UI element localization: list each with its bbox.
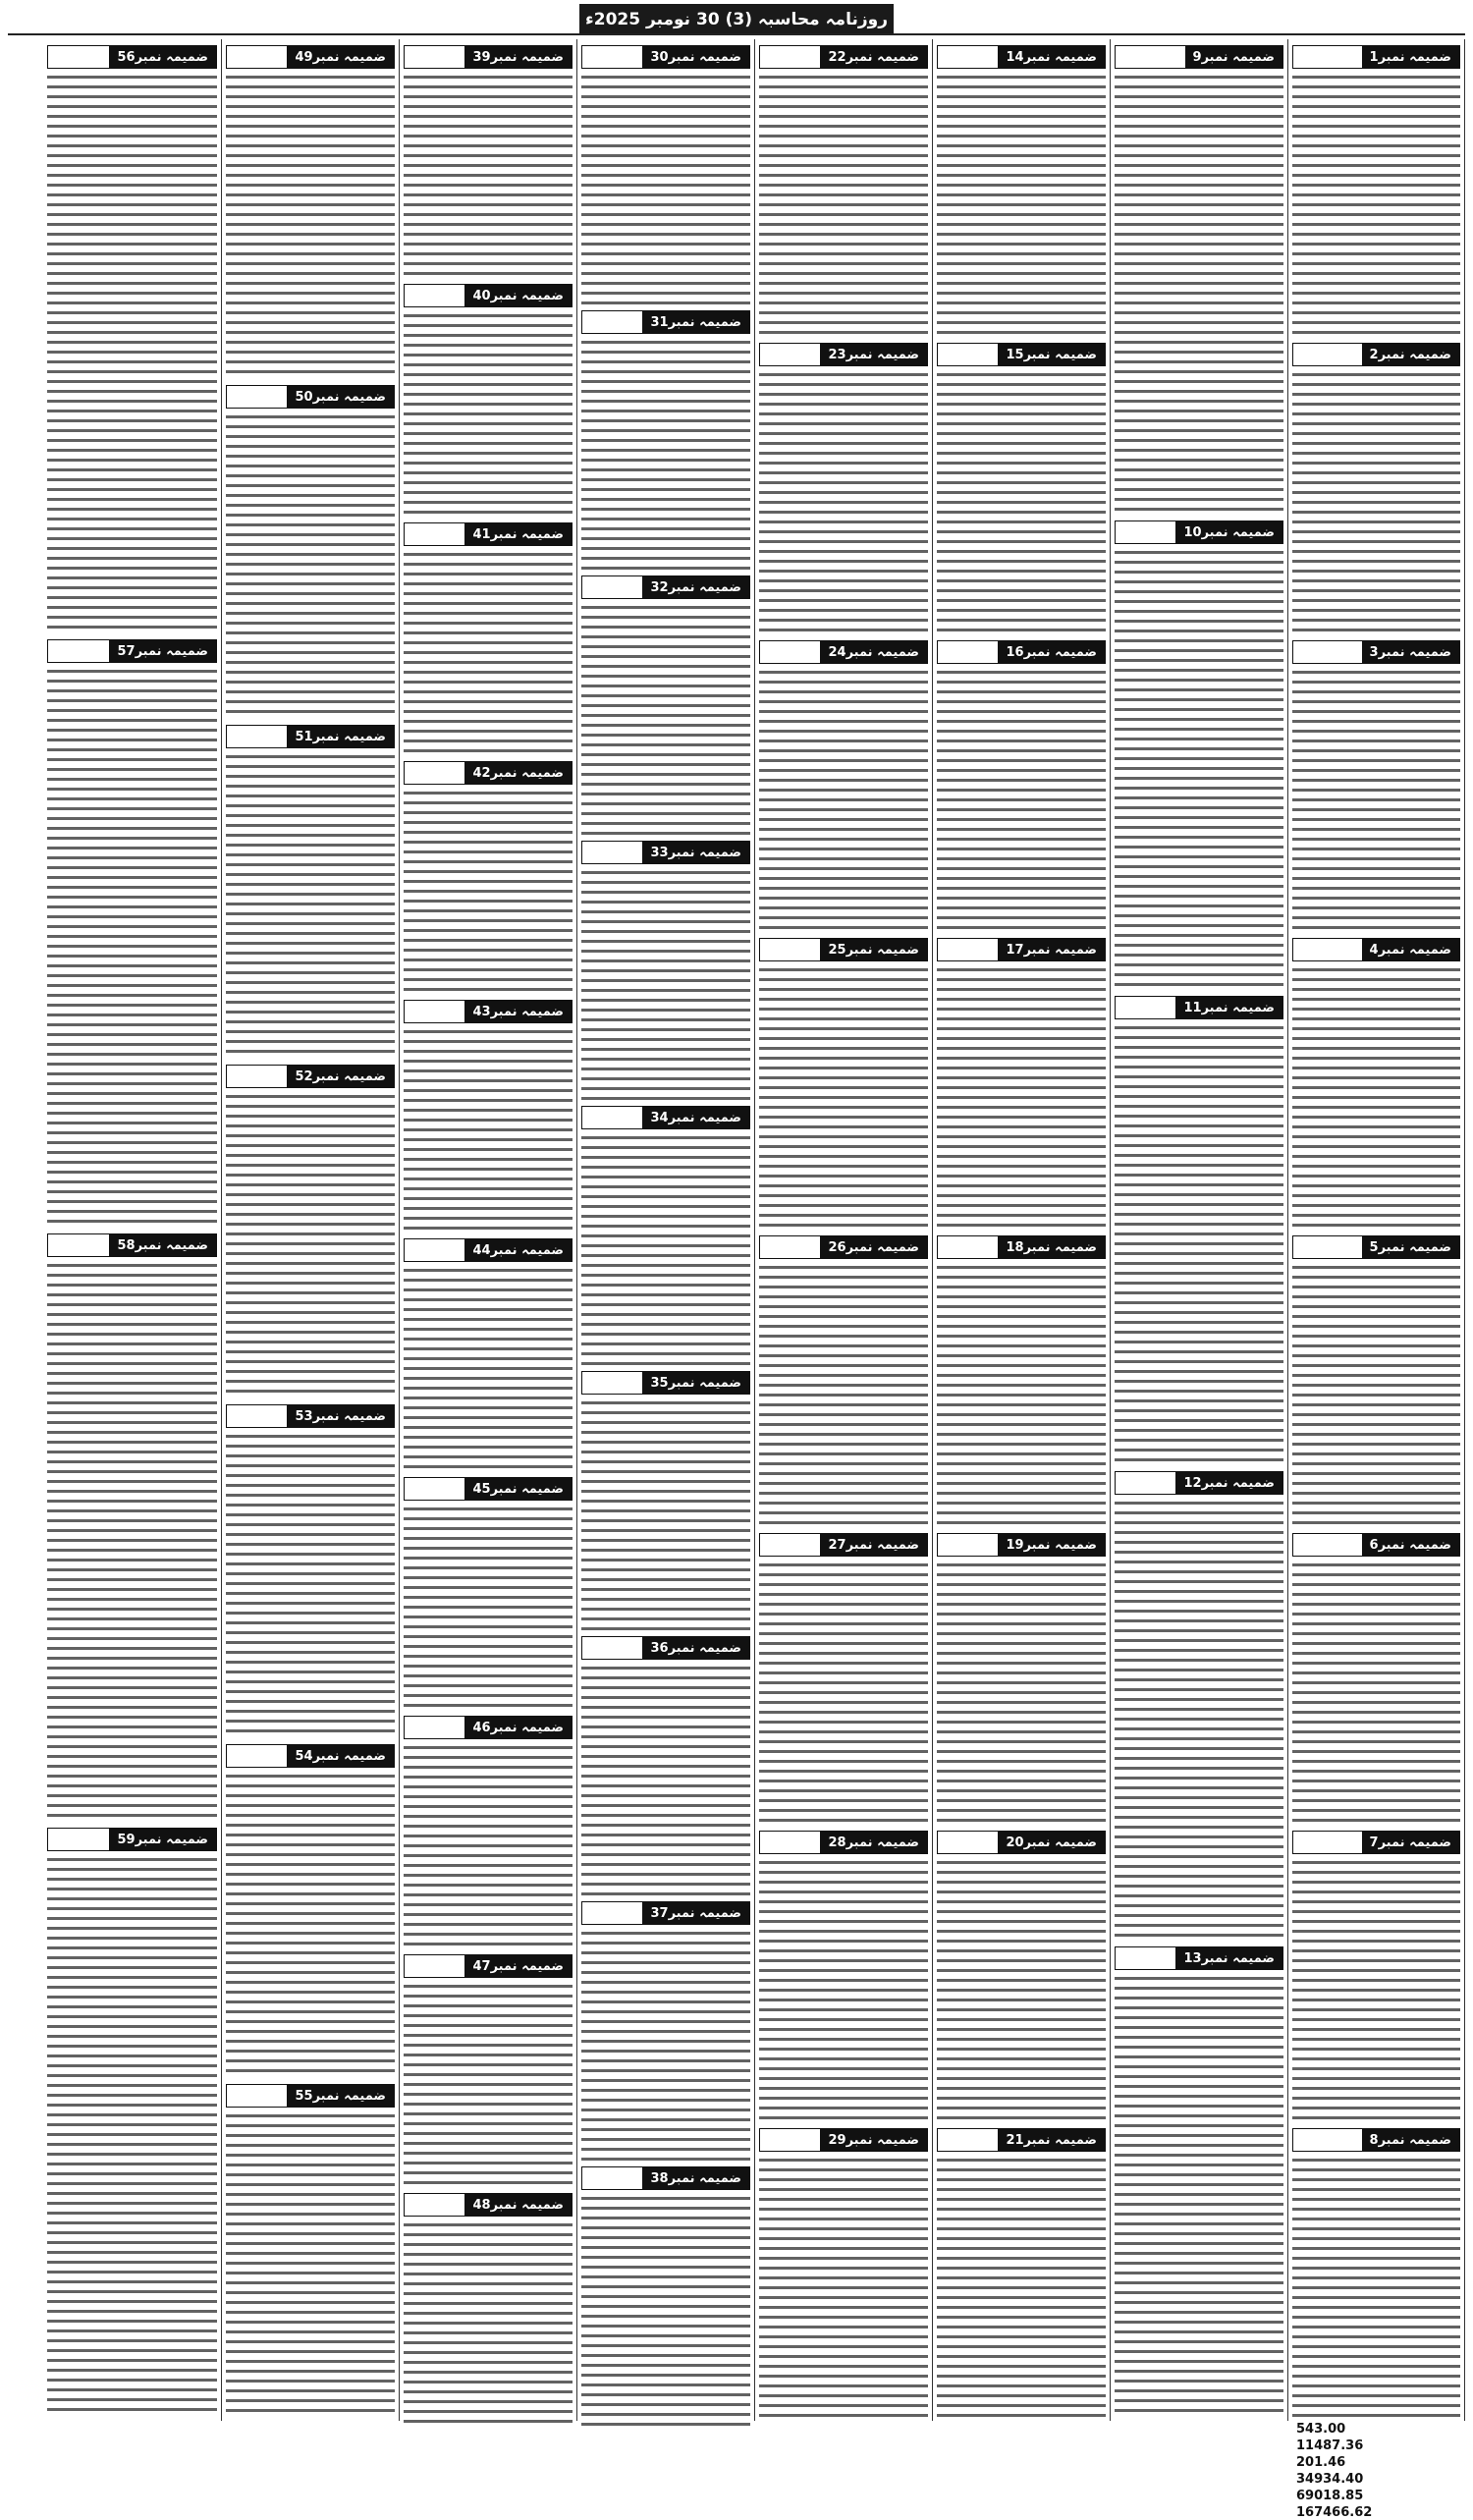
notice-number: ضمیمہ نمبر24 bbox=[820, 641, 927, 663]
heading-fill bbox=[938, 1832, 998, 1853]
notice-heading bbox=[1115, 45, 1283, 69]
notice-body-text bbox=[759, 1561, 928, 1825]
notice-heading bbox=[226, 385, 395, 409]
notice-body-text bbox=[1292, 370, 1460, 634]
notice-number: ضمیمہ نمبر49 bbox=[287, 46, 394, 68]
notice-number: ضمیمہ نمبر40 bbox=[464, 285, 572, 306]
notice-number: ضمیمہ نمبر1 bbox=[1362, 46, 1459, 68]
notice-heading bbox=[759, 1831, 928, 1854]
column-7 bbox=[221, 39, 399, 2421]
notice-number: ضمیمہ نمبر3 bbox=[1362, 641, 1459, 663]
notice-body-text bbox=[226, 1772, 395, 2078]
notice-heading bbox=[581, 1901, 750, 1925]
notice-body-text bbox=[759, 2156, 928, 2420]
notice-number: ضمیمہ نمبر14 bbox=[998, 46, 1105, 68]
heading-fill bbox=[582, 311, 642, 333]
notice-body-text bbox=[1292, 1561, 1460, 1825]
heading-fill bbox=[405, 1001, 464, 1022]
heading-fill bbox=[48, 1234, 109, 1256]
notice-heading bbox=[581, 1106, 750, 1129]
notice-body-text bbox=[404, 1266, 573, 1471]
notice-body-text bbox=[1115, 548, 1283, 990]
notice-heading bbox=[404, 284, 573, 307]
heading-fill bbox=[760, 641, 820, 663]
figure-value: 543.00 bbox=[1296, 2422, 1346, 2437]
notice-heading bbox=[937, 45, 1106, 69]
heading-fill bbox=[1293, 344, 1362, 365]
notice-number: ضمیمہ نمبر59 bbox=[109, 1829, 216, 1850]
heading-fill bbox=[227, 1066, 287, 1087]
masthead-title: روزنامہ محاسبہ (3) 30 نومبر 2025ء bbox=[579, 4, 894, 33]
notice-number: ضمیمہ نمبر25 bbox=[820, 939, 927, 960]
heading-fill bbox=[582, 842, 642, 863]
notice-body-text bbox=[759, 965, 928, 1230]
notice-number: ضمیمہ نمبر17 bbox=[998, 939, 1105, 960]
notice-body-text bbox=[937, 1561, 1106, 1825]
heading-fill bbox=[582, 1107, 642, 1128]
notice-number: ضمیمہ نمبر42 bbox=[464, 762, 572, 784]
notice-body-text bbox=[581, 1929, 750, 2161]
notice-heading bbox=[937, 640, 1106, 664]
notice-body-text bbox=[759, 668, 928, 932]
heading-fill bbox=[405, 46, 464, 68]
notice-body-text bbox=[226, 73, 395, 379]
notice-heading bbox=[1292, 1235, 1460, 1259]
notice-number: ضمیمہ نمبر8 bbox=[1362, 2129, 1459, 2151]
notice-body-text bbox=[581, 868, 750, 1100]
notice-number: ضمیمہ نمبر35 bbox=[642, 1372, 749, 1394]
notice-heading bbox=[937, 1235, 1106, 1259]
heading-fill bbox=[405, 1239, 464, 1261]
notice-heading bbox=[1115, 996, 1283, 1019]
notice-number: ضمیمہ نمبر23 bbox=[820, 344, 927, 365]
notice-number: ضمیمہ نمبر21 bbox=[998, 2129, 1105, 2151]
notice-number: ضمیمہ نمبر12 bbox=[1175, 1472, 1282, 1494]
heading-fill bbox=[405, 2194, 464, 2216]
notice-body-text bbox=[759, 1263, 928, 1527]
notice-number: ضمیمہ نمبر15 bbox=[998, 344, 1105, 365]
heading-fill bbox=[938, 1236, 998, 1258]
notice-body-text bbox=[404, 789, 573, 994]
heading-fill bbox=[405, 285, 464, 306]
column-5 bbox=[576, 39, 754, 2421]
heading-fill bbox=[48, 640, 109, 662]
column-4 bbox=[754, 39, 932, 2421]
notice-heading bbox=[1292, 938, 1460, 961]
notice-body-text bbox=[581, 1133, 750, 1365]
notice-body-text bbox=[581, 603, 750, 835]
heading-fill bbox=[227, 46, 287, 68]
heading-fill bbox=[938, 46, 998, 68]
notice-number: ضمیمہ نمبر41 bbox=[464, 523, 572, 545]
notice-heading bbox=[226, 1404, 395, 1428]
notice-heading bbox=[226, 45, 395, 69]
notice-number: ضمیمہ نمبر29 bbox=[820, 2129, 927, 2151]
heading-fill bbox=[1116, 1472, 1175, 1494]
notice-body-text bbox=[759, 73, 928, 337]
notice-body-text bbox=[937, 965, 1106, 1230]
notice-heading bbox=[759, 938, 928, 961]
notice-body-text bbox=[581, 1664, 750, 1895]
notice-number: ضمیمہ نمبر57 bbox=[109, 640, 216, 662]
notice-heading bbox=[581, 841, 750, 864]
heading-fill bbox=[582, 46, 642, 68]
heading-fill bbox=[1116, 1947, 1175, 1969]
notice-number: ضمیمہ نمبر58 bbox=[109, 1234, 216, 1256]
notice-body-text bbox=[937, 668, 1106, 932]
notice-number: ضمیمہ نمبر10 bbox=[1175, 521, 1282, 543]
column-1 bbox=[1287, 39, 1465, 2520]
notice-heading bbox=[759, 2128, 928, 2152]
notice-body-text bbox=[937, 2156, 1106, 2420]
notice-heading bbox=[581, 310, 750, 334]
notice-number: ضمیمہ نمبر56 bbox=[109, 46, 216, 68]
figure-value: 167466.62 bbox=[1296, 2505, 1373, 2520]
notice-heading bbox=[1115, 520, 1283, 544]
notice-body-text bbox=[937, 1263, 1106, 1527]
notice-heading bbox=[47, 45, 217, 69]
notice-body-text bbox=[1115, 1499, 1283, 1941]
notice-body-text bbox=[937, 1858, 1106, 2122]
heading-fill bbox=[48, 46, 109, 68]
notice-body-text bbox=[759, 1858, 928, 2122]
heading-fill bbox=[227, 726, 287, 747]
column-6 bbox=[399, 39, 576, 2421]
heading-fill bbox=[938, 939, 998, 960]
notice-heading bbox=[404, 1954, 573, 1978]
notice-heading bbox=[1292, 1533, 1460, 1557]
notice-number: ضمیمہ نمبر9 bbox=[1185, 46, 1282, 68]
notice-number: ضمیمہ نمبر2 bbox=[1362, 344, 1459, 365]
notice-body-text bbox=[47, 1261, 217, 1822]
notice-body-text bbox=[226, 412, 395, 719]
notice-number: ضمیمہ نمبر28 bbox=[820, 1832, 927, 1853]
heading-fill bbox=[405, 1478, 464, 1500]
heading-fill bbox=[1293, 641, 1362, 663]
notice-number: ضمیمہ نمبر18 bbox=[998, 1236, 1105, 1258]
notice-body-text bbox=[937, 370, 1106, 634]
notice-heading bbox=[581, 45, 750, 69]
notice-body-text bbox=[404, 1027, 573, 1233]
heading-fill bbox=[938, 1534, 998, 1556]
notice-body-text bbox=[404, 1743, 573, 1948]
heading-fill bbox=[760, 1832, 820, 1853]
notice-number: ضمیمہ نمبر11 bbox=[1175, 997, 1282, 1018]
notice-heading bbox=[759, 1533, 928, 1557]
notice-body-text bbox=[404, 311, 573, 517]
heading-fill bbox=[582, 1902, 642, 1924]
notice-body-text bbox=[404, 1505, 573, 1710]
notice-heading bbox=[581, 575, 750, 599]
notice-body-text bbox=[1292, 1858, 1460, 2122]
heading-fill bbox=[405, 762, 464, 784]
notice-heading bbox=[937, 1831, 1106, 1854]
heading-fill bbox=[1293, 2129, 1362, 2151]
notice-body-text bbox=[47, 73, 217, 633]
notice-heading bbox=[47, 1828, 217, 1851]
notice-body-text bbox=[1292, 965, 1460, 1230]
notice-number: ضمیمہ نمبر54 bbox=[287, 1745, 394, 1767]
notice-heading bbox=[47, 639, 217, 663]
heading-fill bbox=[760, 1534, 820, 1556]
heading-fill bbox=[1293, 1236, 1362, 1258]
heading-fill bbox=[1293, 1832, 1362, 1853]
notice-number: ضمیمہ نمبر36 bbox=[642, 1637, 749, 1659]
notice-body-text bbox=[404, 2220, 573, 2426]
notice-number: ضمیمہ نمبر44 bbox=[464, 1239, 572, 1261]
heading-fill bbox=[938, 641, 998, 663]
heading-fill bbox=[48, 1829, 109, 1850]
notice-number: ضمیمہ نمبر22 bbox=[820, 46, 927, 68]
heading-fill bbox=[582, 1637, 642, 1659]
notice-body-text bbox=[226, 1432, 395, 1738]
notice-heading bbox=[759, 45, 928, 69]
notice-number: ضمیمہ نمبر5 bbox=[1362, 1236, 1459, 1258]
notice-number: ضمیمہ نمبر19 bbox=[998, 1534, 1105, 1556]
figure-value: 34934.40 bbox=[1296, 2472, 1364, 2487]
notice-body-text bbox=[937, 73, 1106, 337]
notice-heading bbox=[226, 725, 395, 748]
heading-fill bbox=[760, 344, 820, 365]
notice-heading bbox=[1292, 45, 1460, 69]
heading-fill bbox=[405, 523, 464, 545]
notice-body-text bbox=[759, 370, 928, 634]
notice-number: ضمیمہ نمبر26 bbox=[820, 1236, 927, 1258]
notice-heading bbox=[404, 1000, 573, 1023]
heading-fill bbox=[227, 1405, 287, 1427]
notice-number: ضمیمہ نمبر43 bbox=[464, 1001, 572, 1022]
notice-body-text bbox=[226, 752, 395, 1059]
notice-body-text bbox=[47, 1855, 217, 2416]
figure-value: 69018.85 bbox=[1296, 2489, 1364, 2503]
notice-body-text bbox=[581, 2194, 750, 2426]
notice-number: ضمیمہ نمبر13 bbox=[1175, 1947, 1282, 1969]
figure-value: 11487.36 bbox=[1296, 2438, 1364, 2453]
heading-fill bbox=[405, 1717, 464, 1738]
notice-number: ضمیمہ نمبر46 bbox=[464, 1717, 572, 1738]
notice-heading bbox=[581, 1636, 750, 1660]
notice-heading bbox=[1292, 2128, 1460, 2152]
heading-fill bbox=[582, 2167, 642, 2189]
heading-fill bbox=[227, 1745, 287, 1767]
columns-container bbox=[8, 39, 1465, 2520]
notice-number: ضمیمہ نمبر50 bbox=[287, 386, 394, 408]
notice-body-text bbox=[1115, 1974, 1283, 2416]
heading-fill bbox=[1293, 1534, 1362, 1556]
notice-heading bbox=[937, 2128, 1106, 2152]
notice-number: ضمیمہ نمبر55 bbox=[287, 2085, 394, 2107]
notice-number: ضمیمہ نمبر31 bbox=[642, 311, 749, 333]
notice-number: ضمیمہ نمبر4 bbox=[1362, 939, 1459, 960]
notice-body-text bbox=[404, 1982, 573, 2187]
notice-number: ضمیمہ نمبر32 bbox=[642, 576, 749, 598]
notice-heading bbox=[759, 1235, 928, 1259]
notice-heading bbox=[1292, 640, 1460, 664]
notice-heading bbox=[404, 1238, 573, 1262]
heading-fill bbox=[1116, 997, 1175, 1018]
notice-heading bbox=[404, 522, 573, 546]
notice-number: ضمیمہ نمبر33 bbox=[642, 842, 749, 863]
notice-heading bbox=[581, 2166, 750, 2190]
heading-fill bbox=[582, 576, 642, 598]
heading-fill bbox=[1293, 939, 1362, 960]
column-8 bbox=[43, 39, 221, 2421]
heading-fill bbox=[938, 2129, 998, 2151]
notice-number: ضمیمہ نمبر34 bbox=[642, 1107, 749, 1128]
heading-fill bbox=[1293, 46, 1362, 68]
notice-heading bbox=[404, 45, 573, 69]
notice-heading bbox=[226, 1065, 395, 1088]
notice-heading bbox=[226, 1744, 395, 1768]
heading-fill bbox=[1116, 46, 1185, 68]
masthead-rule bbox=[8, 33, 1465, 35]
notice-heading bbox=[404, 761, 573, 785]
notice-heading bbox=[759, 343, 928, 366]
notice-body-text bbox=[1292, 2156, 1460, 2420]
column-3 bbox=[932, 39, 1110, 2421]
notice-heading bbox=[404, 1716, 573, 1739]
notice-heading bbox=[581, 1371, 750, 1395]
notice-body-text bbox=[581, 1398, 750, 1630]
notice-number: ضمیمہ نمبر27 bbox=[820, 1534, 927, 1556]
heading-fill bbox=[760, 2129, 820, 2151]
heading-fill bbox=[760, 939, 820, 960]
notice-heading bbox=[404, 2193, 573, 2217]
notice-number: ضمیمہ نمبر45 bbox=[464, 1478, 572, 1500]
notice-number: ضمیمہ نمبر39 bbox=[464, 46, 572, 68]
notice-heading bbox=[937, 938, 1106, 961]
heading-fill bbox=[760, 46, 820, 68]
notice-number: ضمیمہ نمبر38 bbox=[642, 2167, 749, 2189]
notice-heading bbox=[937, 1533, 1106, 1557]
notice-heading bbox=[1292, 1831, 1460, 1854]
notice-heading bbox=[1292, 343, 1460, 366]
notice-number: ضمیمہ نمبر47 bbox=[464, 1955, 572, 1977]
notice-body-text bbox=[1115, 1023, 1283, 1465]
notice-number: ضمیمہ نمبر51 bbox=[287, 726, 394, 747]
notice-body-text bbox=[581, 73, 750, 304]
notice-heading bbox=[226, 2084, 395, 2108]
notice-number: ضمیمہ نمبر6 bbox=[1362, 1534, 1459, 1556]
heading-fill bbox=[938, 344, 998, 365]
notice-number: ضمیمہ نمبر20 bbox=[998, 1832, 1105, 1853]
notice-number: ضمیمہ نمبر37 bbox=[642, 1902, 749, 1924]
notice-heading bbox=[404, 1477, 573, 1501]
notice-body-text bbox=[226, 1092, 395, 1398]
notice-heading bbox=[47, 1233, 217, 1257]
figure-value: 201.46 bbox=[1296, 2455, 1346, 2470]
notice-body-text bbox=[1292, 1263, 1460, 1527]
heading-fill bbox=[760, 1236, 820, 1258]
notice-heading bbox=[1115, 1946, 1283, 1970]
notice-body-text bbox=[1292, 668, 1460, 932]
notice-body-text bbox=[1115, 73, 1283, 515]
notice-number: ضمیمہ نمبر52 bbox=[287, 1066, 394, 1087]
notice-number: ضمیمہ نمبر7 bbox=[1362, 1832, 1459, 1853]
notice-number: ضمیمہ نمبر53 bbox=[287, 1405, 394, 1427]
column-2 bbox=[1110, 39, 1287, 2421]
heading-fill bbox=[1116, 521, 1175, 543]
heading-fill bbox=[582, 1372, 642, 1394]
heading-fill bbox=[227, 386, 287, 408]
notice-body-text bbox=[581, 338, 750, 570]
notice-body-text bbox=[404, 550, 573, 755]
notice-heading bbox=[937, 343, 1106, 366]
notice-number: ضمیمہ نمبر48 bbox=[464, 2194, 572, 2216]
notice-body-text bbox=[404, 73, 573, 278]
heading-fill bbox=[405, 1955, 464, 1977]
notice-number: ضمیمہ نمبر30 bbox=[642, 46, 749, 68]
notice-heading bbox=[1115, 1471, 1283, 1495]
notice-body-text bbox=[1292, 73, 1460, 337]
heading-fill bbox=[227, 2085, 287, 2107]
notice-body-text bbox=[226, 2111, 395, 2418]
notice-heading bbox=[759, 640, 928, 664]
notice-number: ضمیمہ نمبر16 bbox=[998, 641, 1105, 663]
notice-body-text bbox=[47, 667, 217, 1228]
